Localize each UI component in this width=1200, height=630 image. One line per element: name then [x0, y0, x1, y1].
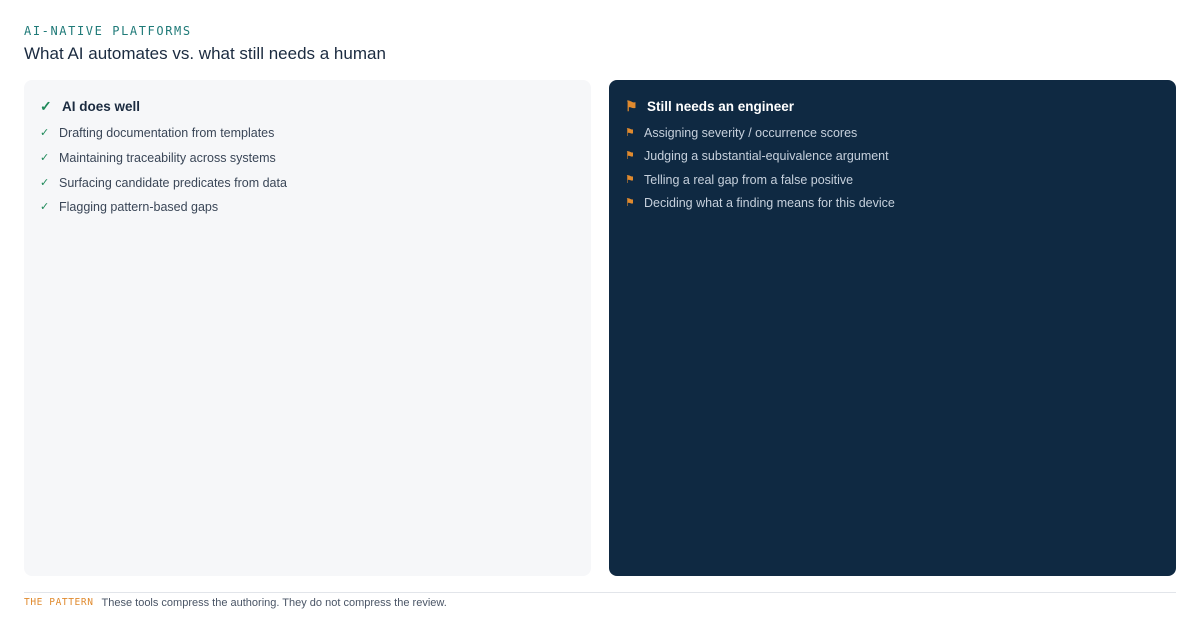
page-title: What AI automates vs. what still needs a human [24, 44, 386, 63]
checkmark-icon: ✓ [40, 152, 50, 165]
list-item [625, 145, 1160, 169]
list-item-label: Drafting documentation from templates [59, 126, 275, 141]
flag-icon: ⚑ [625, 197, 635, 210]
list-item-label: Assigning severity / occurrence scores [644, 125, 858, 140]
ai-does-well-title: AI does well [62, 98, 141, 114]
ai-does-well-list [40, 121, 575, 220]
needs-engineer-heading [625, 97, 1160, 115]
list-item-label: Telling a real gap from a false positive [644, 172, 854, 187]
needs-engineer-panel [609, 80, 1176, 576]
list-item [40, 195, 575, 220]
footer-divider [24, 592, 1176, 593]
needs-engineer-title: Still needs an engineer [647, 98, 795, 114]
list-item [40, 146, 575, 171]
list-item-label: Judging a substantial-equivalence argument [644, 149, 889, 164]
list-item-label: Surfacing candidate predicates from data [59, 175, 287, 190]
checkmark-icon: ✓ [40, 201, 50, 214]
list-item-label: Deciding what a finding means for this device [644, 196, 895, 211]
list-item-label: Maintaining traceability across systems [59, 151, 276, 166]
section-eyebrow: AI-NATIVE PLATFORMS [24, 24, 192, 38]
checkmark-icon: ✓ [40, 176, 50, 189]
list-item [625, 168, 1160, 192]
flag-icon: ⚑ [625, 173, 635, 186]
list-item-label: Flagging pattern-based gaps [59, 200, 219, 215]
list-item [40, 170, 575, 195]
list-item [625, 192, 1160, 216]
needs-engineer-list [625, 121, 1160, 215]
flag-icon: ⚑ [625, 126, 635, 139]
footer-label: THE PATTERN [24, 597, 94, 608]
list-item [625, 121, 1160, 145]
footer [24, 596, 447, 609]
footer-text: These tools compress the authoring. They do not compress the review. [101, 596, 447, 609]
flag-icon: ⚑ [625, 150, 635, 163]
flag-icon: ⚑ [625, 97, 638, 114]
checkmark-icon: ✓ [40, 97, 52, 114]
ai-does-well-panel [24, 80, 591, 576]
ai-does-well-heading [40, 97, 575, 115]
checkmark-icon: ✓ [40, 127, 50, 140]
list-item [40, 121, 575, 146]
